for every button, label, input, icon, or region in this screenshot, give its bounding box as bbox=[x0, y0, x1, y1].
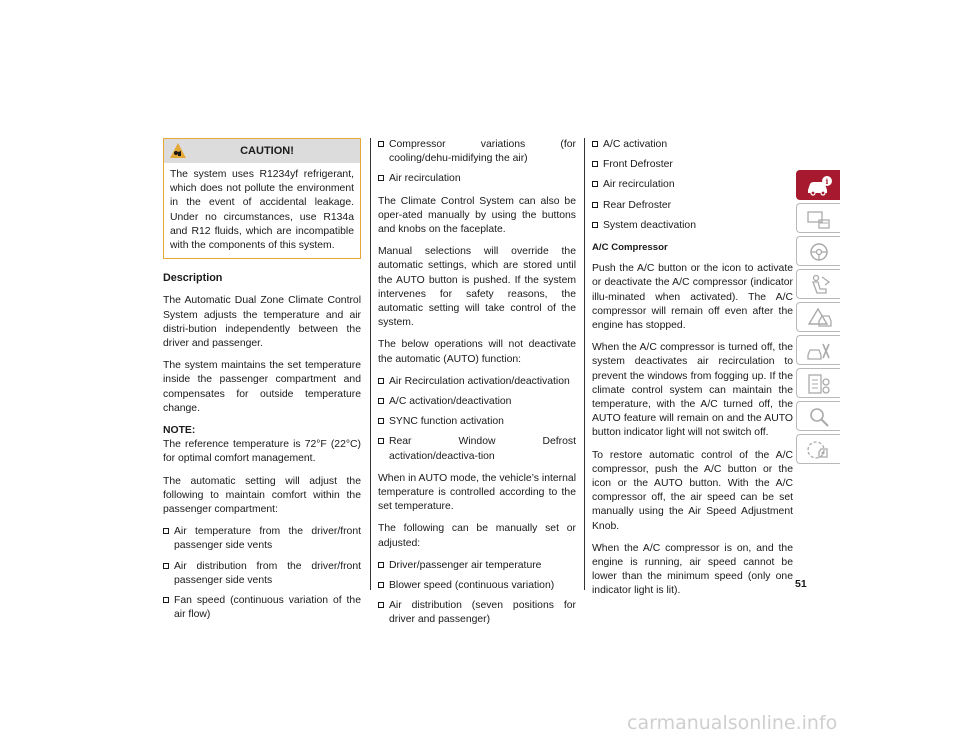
tab-multimedia[interactable] bbox=[796, 434, 840, 464]
paragraph: To restore automatic control of the A/C compressor, push the A/C button or the icon or the AUTO button. With the A/C compressor off, the air speed can be set manually using the Air Speed Adjustment Knob. bbox=[592, 449, 793, 532]
list-item: Blower speed (continuous variation) bbox=[378, 579, 576, 593]
checkbox-bullet-icon bbox=[378, 602, 384, 608]
section-heading-description: Description bbox=[163, 272, 223, 285]
checkbox-bullet-icon bbox=[592, 161, 598, 167]
list-item: Air distribution from the driver/front passenger side vents bbox=[163, 560, 361, 588]
search-magnifier-icon bbox=[805, 406, 833, 428]
checkbox-bullet-icon bbox=[163, 597, 169, 603]
checkbox-bullet-icon bbox=[592, 181, 598, 187]
checkbox-bullet-icon bbox=[163, 528, 169, 534]
caution-title: CAUTION! bbox=[240, 145, 294, 157]
column-divider-1 bbox=[370, 138, 371, 590]
dashboard-lights-icon bbox=[805, 208, 833, 230]
paragraph: When the A/C compressor is turned off, the system deactivates air recirculation to prevent the windows from fogging up. If the climate control system can maintain the temperature, with the A/C turned off, the AUTO feature will remain on and the AUTO button indicator light will not switch off. bbox=[592, 342, 793, 439]
checkbox-bullet-icon bbox=[378, 398, 384, 404]
tab-getting-to-know-vehicle[interactable] bbox=[796, 170, 840, 200]
list-item: SYNC function activation bbox=[378, 415, 576, 429]
tab-dashboard[interactable] bbox=[796, 203, 840, 233]
svg-text:i: i bbox=[825, 177, 829, 186]
warning-triangle-icon bbox=[169, 142, 187, 159]
column-2 bbox=[378, 138, 576, 636]
paragraph: The automatic setting will adjust the following to maintain comfort within the passenger compartment: bbox=[163, 475, 361, 516]
bullet-list bbox=[378, 559, 576, 628]
paragraph: Push the A/C button or the icon to activate or deactivate the A/C compressor (indicator illu-minated when activated). The A/C compressor will remain off even after the engine has stopped. bbox=[592, 263, 793, 332]
list-item: Compressor variations (for cooling/dehu-midifying the air) bbox=[378, 138, 576, 166]
list-item: Air recirculation bbox=[378, 172, 576, 186]
list-item: Rear Defroster bbox=[592, 199, 793, 213]
paragraph: When in AUTO mode, the vehicle’s internal temperature is controlled according to the set temperature. bbox=[378, 472, 576, 513]
steering-wheel-icon bbox=[805, 241, 833, 263]
bullet-list bbox=[592, 138, 793, 233]
tab-servicing-maintenance[interactable] bbox=[796, 335, 840, 365]
checkbox-bullet-icon bbox=[378, 562, 384, 568]
paragraph: When the A/C compressor is on, and the engine is running, air speed cannot be lower than the minimum speed (only one indicator light is lit). bbox=[592, 542, 793, 597]
list-item: Air temperature from the driver/front passenger side vents bbox=[163, 525, 361, 553]
tab-technical-specifications[interactable] bbox=[796, 368, 840, 398]
warning-car-icon bbox=[805, 307, 833, 329]
list-item: Air distribution (seven positions for driver and passenger) bbox=[378, 599, 576, 627]
bullet-list bbox=[378, 138, 576, 187]
checkbox-bullet-icon bbox=[592, 202, 598, 208]
paragraph: The system maintains the set temperature inside the passenger compartment and compensates for outside temperature change. bbox=[163, 360, 361, 414]
tab-starting-operating[interactable] bbox=[796, 236, 840, 266]
column-3 bbox=[592, 138, 793, 607]
checkbox-bullet-icon bbox=[378, 175, 384, 181]
note bbox=[163, 424, 361, 467]
multimedia-icon bbox=[805, 439, 833, 461]
car-tools-icon bbox=[805, 340, 833, 362]
paragraph: The Climate Control System can also be oper-ated manually by using the buttons and knobs on the faceplate. bbox=[378, 195, 576, 236]
tab-index[interactable] bbox=[796, 401, 840, 431]
caution-box bbox=[163, 138, 361, 259]
bullet-list bbox=[378, 375, 576, 464]
seat-safety-icon bbox=[805, 274, 833, 296]
checkbox-bullet-icon bbox=[378, 438, 384, 444]
caution-text: The system uses R1234yf refrigerant, which does not pollute the environment in the event of accidental leakage. Under no circumstances, use R134a and R12 fluids, which are incompatible with the components of this system. bbox=[170, 169, 354, 252]
list-item: Driver/passenger air temperature bbox=[378, 559, 576, 573]
paragraph: The Automatic Dual Zone Climate Control System adjusts the temperature and air distri-bution independently between the driver and passenger. bbox=[163, 295, 361, 350]
list-item: Rear Window Defrost activation/deactiva-tion bbox=[378, 435, 576, 463]
list-item: A/C activation bbox=[592, 138, 793, 152]
checkbox-bullet-icon bbox=[592, 222, 598, 228]
note-text: The reference temperature is 72°F (22°C) for optimal comfort management. bbox=[163, 439, 361, 465]
specs-list-icon bbox=[805, 373, 833, 395]
tab-safety[interactable] bbox=[796, 269, 840, 299]
paragraph: The following can be manually set or adjusted: bbox=[378, 523, 576, 549]
list-item: Air recirculation bbox=[592, 178, 793, 192]
chapter-tabs bbox=[796, 170, 842, 467]
subheading-ac-compressor: A/C Compressor bbox=[592, 242, 668, 254]
column-divider-2 bbox=[584, 138, 585, 590]
watermark: carmanualsonline.info bbox=[627, 712, 838, 734]
paragraph: The below operations will not deactivate the automatic (AUTO) function: bbox=[378, 339, 576, 365]
list-item: A/C activation/deactivation bbox=[378, 395, 576, 409]
column-1 bbox=[163, 138, 361, 630]
caution-header bbox=[164, 139, 360, 163]
list-item: Fan speed (continuous variation of the air flow) bbox=[163, 594, 361, 622]
bullet-list bbox=[163, 525, 361, 622]
tab-in-case-of-emergency[interactable] bbox=[796, 302, 840, 332]
checkbox-bullet-icon bbox=[378, 141, 384, 147]
paragraph: Manual selections will override the automatic settings, which are stored until the AUTO button is pushed. If the system intervenes for safety reasons, the automatic setting will take control of the system. bbox=[378, 246, 576, 329]
checkbox-bullet-icon bbox=[378, 378, 384, 384]
list-item: Front Defroster bbox=[592, 158, 793, 172]
checkbox-bullet-icon bbox=[378, 582, 384, 588]
car-info-icon bbox=[805, 175, 833, 197]
note-label: NOTE: bbox=[163, 425, 196, 437]
list-item: Air Recirculation activation/deactivation bbox=[378, 375, 576, 389]
checkbox-bullet-icon bbox=[592, 141, 598, 147]
page-number: 51 bbox=[795, 578, 807, 590]
list-item: System deactivation bbox=[592, 219, 793, 233]
checkbox-bullet-icon bbox=[163, 563, 169, 569]
checkbox-bullet-icon bbox=[378, 418, 384, 424]
